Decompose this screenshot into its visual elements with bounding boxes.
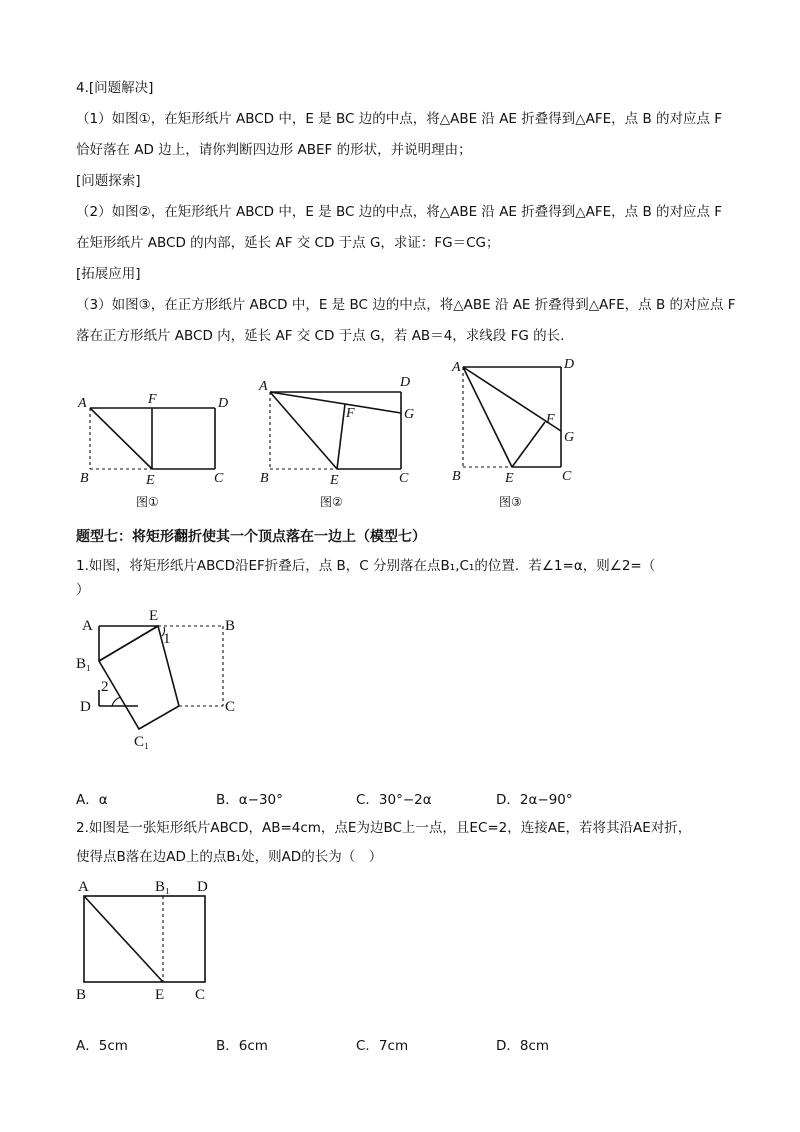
q1-label-1: 1 (163, 631, 171, 647)
q2-stem-line1: 2.如图是一张矩形纸片ABCD，AB=4cm，点E为边BC上一点，且EC=2，连接AE，若将其沿AE对折， (76, 820, 692, 836)
q1-label-b: B (225, 618, 236, 634)
fig1-caption: 图① (136, 495, 159, 509)
fig3-label-g: G (564, 430, 575, 445)
q4-part2-line2: 在矩形纸片 ABCD 的内部，延长 AF 交 CD 于点 G，求证：FG＝CG； (76, 235, 500, 251)
q2-option-d: D．8cm (496, 1038, 550, 1054)
fig3-caption: 图③ (499, 495, 522, 509)
q4-part3-line1: （3）如图③，在正方形纸片 ABCD 中，E 是 BC 边的中点，将△ABE 沿 AE 折叠得到△AFE，点 B 的对应点 F (76, 297, 736, 313)
q1-option-c: C．30°−2α (356, 792, 432, 808)
fig2-label-e: E (330, 473, 339, 488)
q2-label-d: D (197, 879, 208, 895)
section-title: 题型七：将矩形翻折使其一个顶点落在一边上（模型七） (76, 529, 426, 545)
q1-label-c1: C₁ (134, 734, 150, 750)
q1-label-c: C (225, 699, 236, 715)
fig2-label-c: C (399, 471, 409, 486)
q2-label-b1: B₁ (155, 879, 171, 895)
q1-label-b1: B₁ (76, 656, 92, 672)
q1-label-d: D (80, 699, 91, 715)
q4-part1-line1: （1）如图①，在矩形纸片 ABCD 中，E 是 BC 边的中点，将△ABE 沿 AE 折叠得到△AFE，点 B 的对应点 F (76, 111, 723, 127)
q4-apply-heading: [拓展应用] (76, 266, 141, 282)
q2-label-b: B (76, 987, 87, 1003)
fig3-label-f: F (546, 412, 555, 427)
fig1-label-f: F (148, 392, 157, 407)
q1-option-d: D．2α−90° (496, 792, 573, 808)
fig3-label-d: D (564, 357, 575, 372)
q2-stem-line2: 使得点B落在边AD上的点B₁处，则AD的长为（ ） (76, 849, 383, 865)
fig2-label-b: B (260, 471, 269, 486)
fig2-label-g: G (404, 407, 415, 422)
q1-label-e: E (149, 608, 159, 624)
fig3-label-c: C (562, 469, 572, 484)
q2-figure-lines (84, 896, 205, 982)
fig1-label-c: C (214, 471, 224, 486)
fig1-label-e: E (146, 473, 155, 488)
fig3-label-e: E (505, 471, 514, 486)
q4-part1-line2: 恰好落在 AD 边上，请你判断四边形 ABEF 的形状，并说明理由； (76, 142, 472, 158)
q2-label-c: C (195, 987, 206, 1003)
q1-stem-line1: 1.如图，将矩形纸片ABCD沿EF折叠后，点 B，C 分别落在点B₁,C₁的位置．若∠1=α，则∠2=（ (76, 558, 656, 574)
q4-heading: 4.[问题解决] (76, 80, 154, 96)
fig2-label-a: A (259, 379, 268, 394)
q2-option-c: C．7cm (356, 1038, 409, 1054)
q4-explore-heading: [问题探索] (76, 173, 141, 189)
q1-label-2: 2 (101, 679, 109, 695)
fig2-label-f: F (346, 406, 355, 421)
fig2-label-d: D (400, 375, 411, 390)
q2-label-e: E (155, 987, 165, 1003)
fig3-label-b: B (452, 469, 461, 484)
q2-label-a: A (78, 879, 89, 895)
q2-option-a: A．5cm (76, 1038, 128, 1054)
q1-stem-line2: ） (76, 582, 90, 598)
q1-option-a: A．α (76, 792, 108, 808)
fig2-caption: 图② (320, 495, 343, 509)
fig1-label-d: D (218, 396, 229, 411)
q2-option-b: B．6cm (216, 1038, 268, 1054)
q1-label-a: A (82, 618, 93, 634)
fig3-label-a: A (452, 360, 461, 375)
fig1-label-a: A (78, 396, 87, 411)
fig1-label-b: B (80, 471, 89, 486)
q4-part2-line1: （2）如图②，在矩形纸片 ABCD 中，E 是 BC 边的中点，将△ABE 沿 AE 折叠得到△AFE，点 B 的对应点 F (76, 204, 723, 220)
q4-part3-line2: 落在正方形纸片 ABCD 内，延长 AF 交 CD 于点 G，若 AB＝4，求线段 FG 的长. (76, 328, 565, 344)
q1-option-b: B．α−30° (216, 792, 283, 808)
